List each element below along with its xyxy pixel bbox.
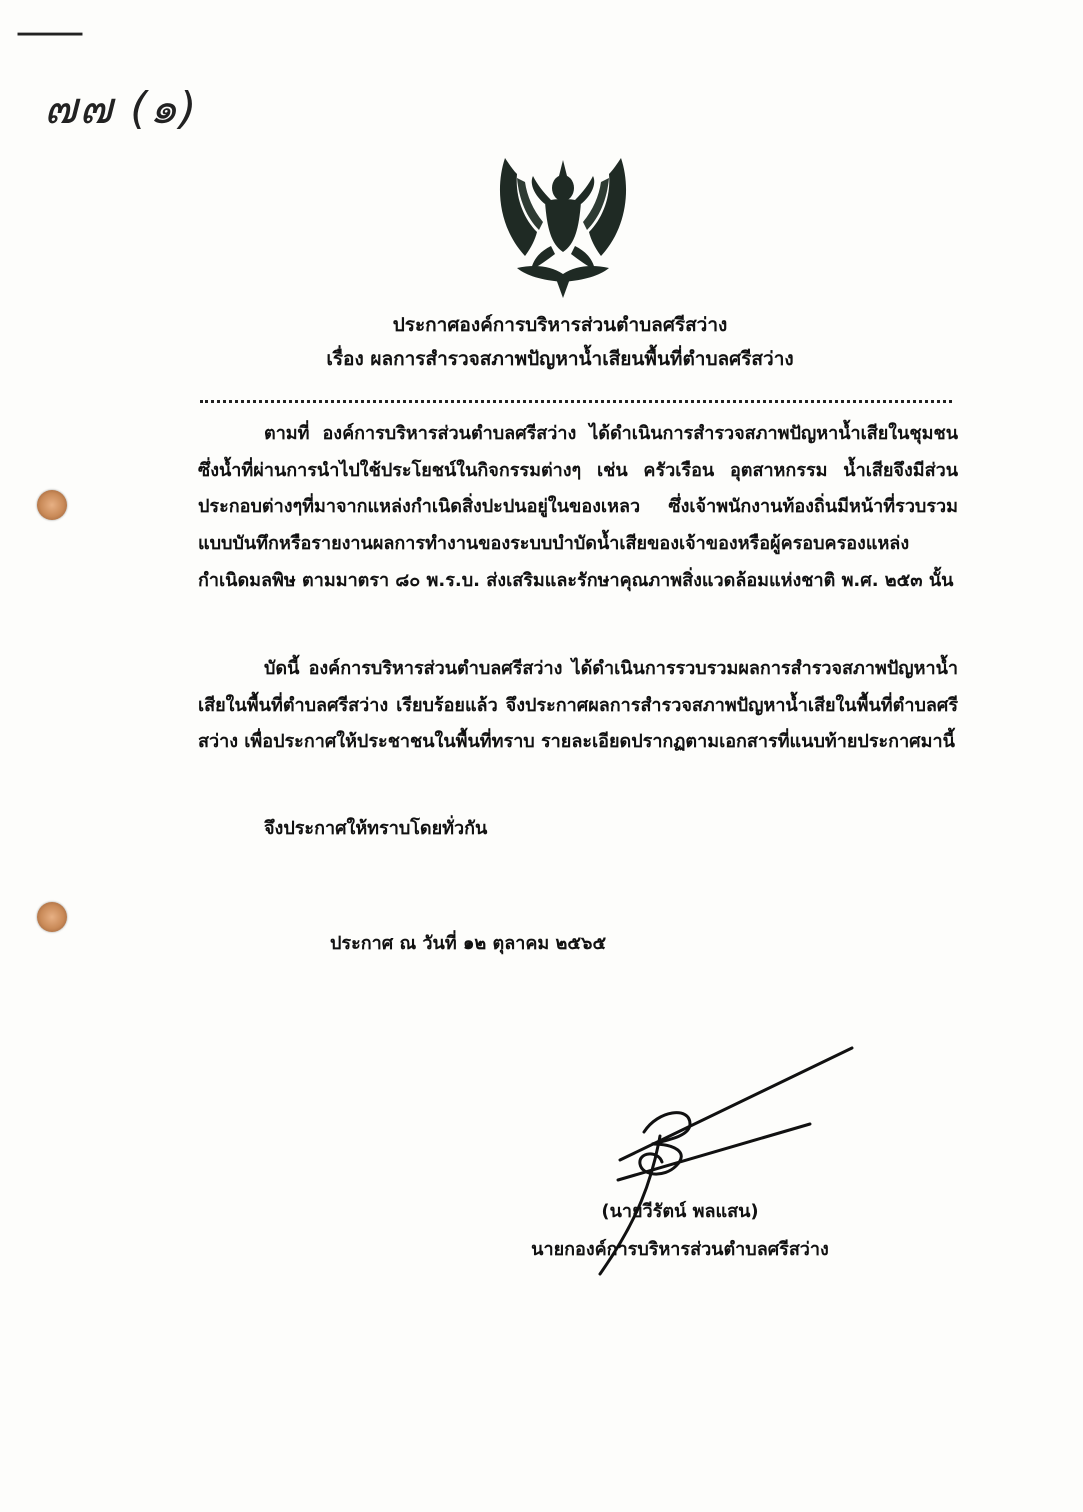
dotted-separator — [200, 400, 952, 407]
garuda-emblem-icon — [495, 148, 631, 298]
signatory-position: นายกองค์การบริหารส่วนตำบลศรีสว่าง — [531, 1239, 829, 1260]
announcement-subject: เรื่อง ผลการสำรวจสภาพปัญหาน้ำเสียนพื้นที่ตำบลศรีสว่าง — [326, 348, 794, 370]
margin-dash: — — [14, 9, 86, 55]
body-paragraph-3: จึงประกาศให้ทราบโดยทั่วกัน — [264, 818, 488, 839]
binder-hole-top — [37, 490, 67, 520]
signatory-name: (นายวีรัตน์ พลแสน) — [601, 1201, 759, 1222]
body-paragraph-1: ตามที่ องค์การบริหารส่วนตำบลศรีสว่าง ได้ดำเนินการสำรวจสภาพปัญหาน้ำเสียในชุมชน ซึ่งน้ำที่ผ่านการนำไปใช้ประโยชน์ในกิจกรรมต่างๆ เช่น ครัวเรือน อุตสาหกรรม น้ำเสียจึงมีส่วนประกอบต่างๆที่มาจากแหล่งกำเนิดสิ่งปะปนอยู่ในของเหลว ซึ่งเจ้าพนักงานท้องถิ่นมีหน้าที่รวบรวมแบบบันทึกหรือรายงานผลการทำงานของระบบบำบัดน้ำเสียของเจ้าของหรือผู้ครอบครองแหล่งกำเนิดมลพิษ ตามมาตรา ๘๐ พ.ร.บ. ส่งเสริมและรักษาคุณภาพสิ่งแวดล้อมแห่งชาติ พ.ศ. ๒๕๓ นั้น — [198, 423, 958, 591]
margin-handwritten-number: ๗๗ (๑) — [44, 83, 199, 134]
announcement-title: ประกาศองค์การบริหารส่วนตำบลศรีสว่าง — [392, 314, 728, 336]
date-line: ประกาศ ณ วันที่ ๑๒ ตุลาคม ๒๕๖๕ — [330, 933, 607, 954]
binder-hole-bottom — [37, 902, 67, 932]
body-paragraph-2: บัดนี้ องค์การบริหารส่วนตำบลศรีสว่าง ได้ดำเนินการรวบรวมผลการสำรวจสภาพปัญหาน้ำเสียในพื้นที่ตำบลศรีสว่าง เรียบร้อยแล้ว จึงประกาศผลการสำรวจสภาพปัญหาน้ำเสียในพื้นที่ตำบลศรีสว่าง เพื่อประกาศให้ประชาชนในพื้นที่ทราบ รายละเอียดปรากฏตามเอกสารที่แนบท้ายประกาศมานี้ — [198, 658, 958, 753]
